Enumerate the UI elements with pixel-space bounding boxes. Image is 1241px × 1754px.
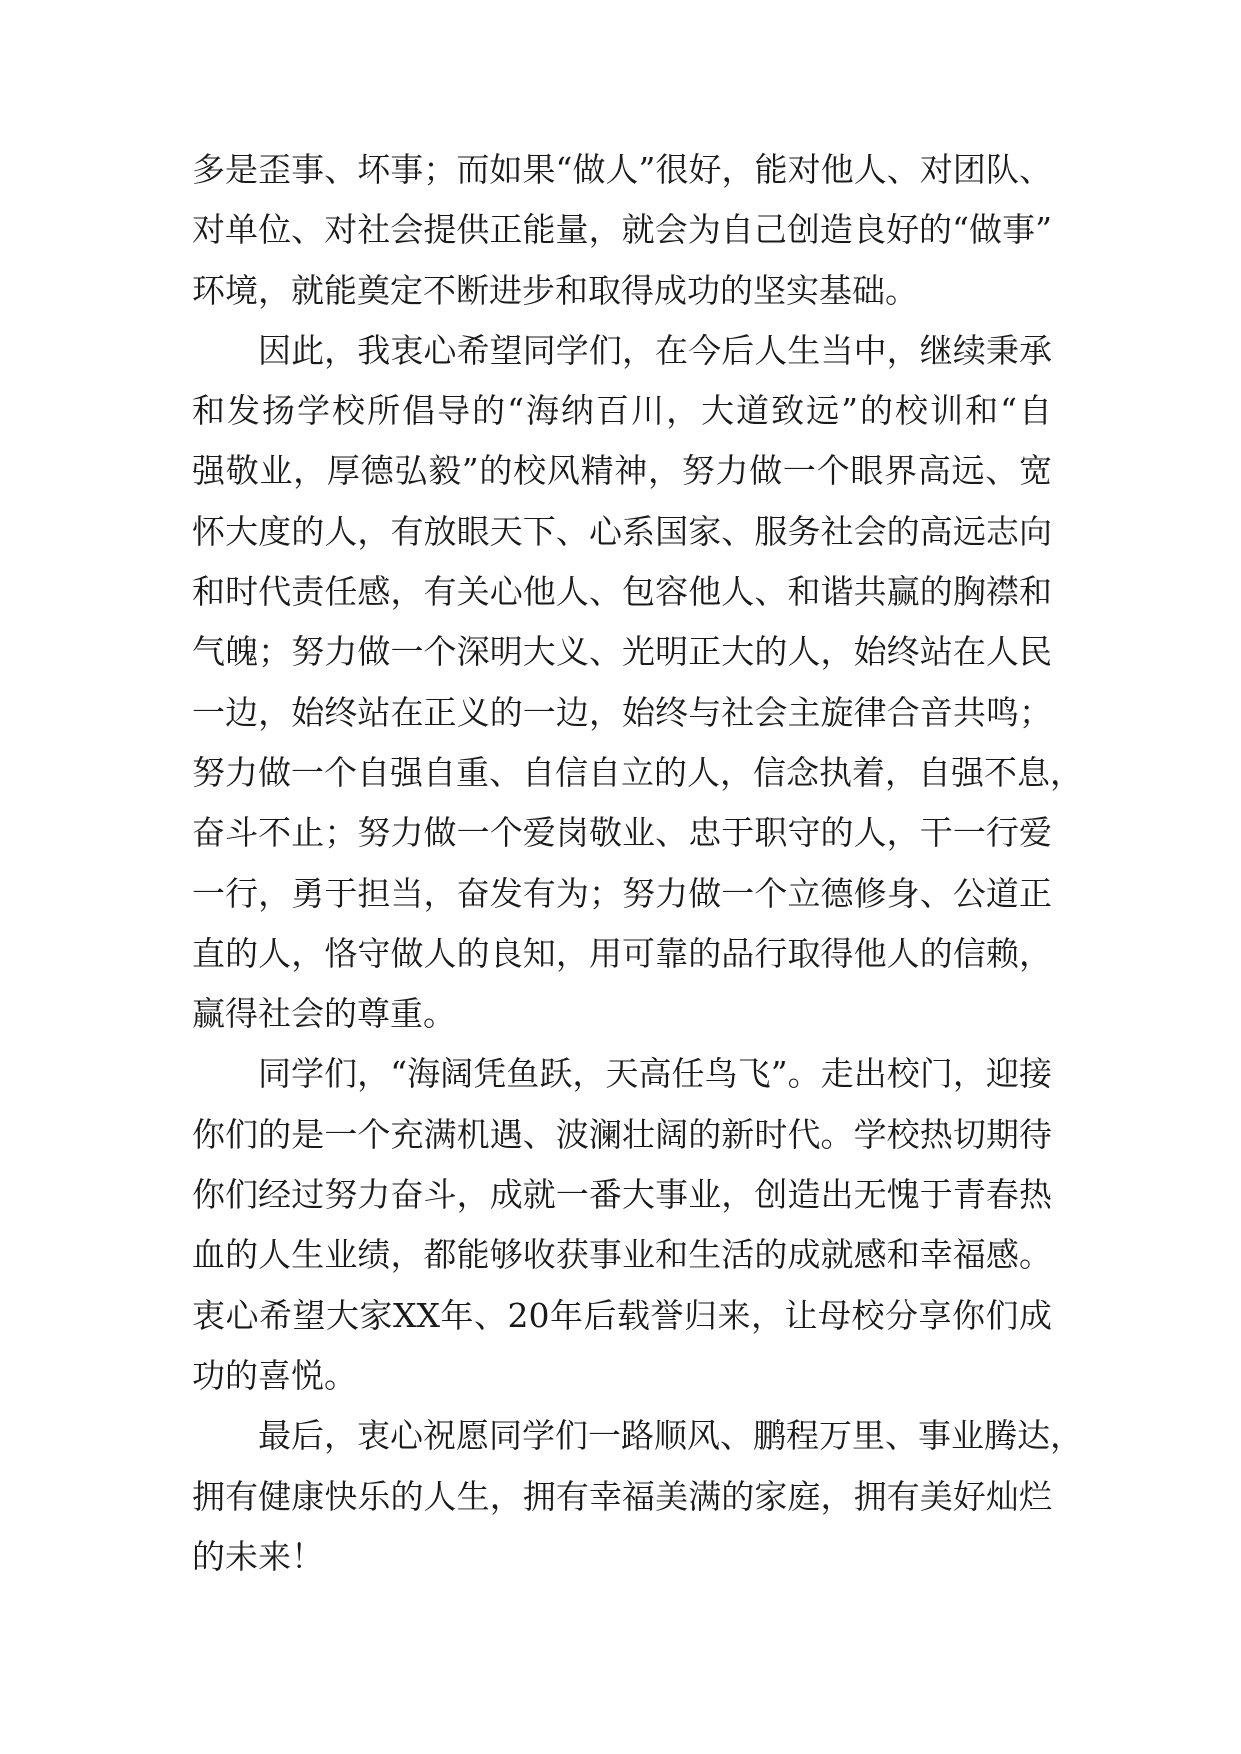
text-line: 奋斗不止；努力做一个爱岗敬业、忠于职守的人，干一行爱 bbox=[192, 813, 1052, 853]
text-line: 努力做一个自强自重、自信自立的人，信念执着，自强不息， bbox=[192, 752, 1083, 792]
paragraph-3 bbox=[192, 1044, 1052, 1406]
text-line: 直的人，恪守做人的良知，用可靠的品行取得他人的信赖， bbox=[192, 933, 1052, 973]
text-line: 拥有健康快乐的人生，拥有幸福美满的家庭，拥有美好灿烂 bbox=[192, 1476, 1052, 1516]
text-line: 对单位、对社会提供正能量，就会为自己创造良好的“做事” bbox=[192, 210, 1052, 250]
text-line: 一边，始终站在正义的一边，始终与社会主旋律合音共鸣； bbox=[192, 692, 1052, 732]
text-line: 因此，我衷心希望同学们，在今后人生当中，继续秉承 bbox=[258, 330, 1052, 370]
text-line: 气魄；努力做一个深明大义、光明正大的人，始终站在人民 bbox=[192, 632, 1052, 672]
text-line: 怀大度的人，有放眼天下、心系国家、服务社会的高远志向 bbox=[192, 511, 1052, 551]
text-line: 环境，就能奠定不断进步和取得成功的坚实基础。 bbox=[192, 270, 918, 310]
paragraph-2 bbox=[192, 321, 1083, 1045]
text-line: 你们经过努力奋斗，成就一番大事业，创造出无愧于青春热 bbox=[192, 1175, 1052, 1215]
document-body bbox=[192, 140, 1083, 1587]
text-line: 功的喜悦。 bbox=[192, 1355, 357, 1395]
text-line: 和发扬学校所倡导的“海纳百川，大道致远”的校训和“自 bbox=[192, 391, 1052, 431]
text-line: 多是歪事、坏事；而如果“做人”很好，能对他人、对团队、 bbox=[192, 150, 1052, 189]
paragraph-1 bbox=[192, 140, 1052, 321]
text-line: 同学们，“海阔凭鱼跃，天高任鸟飞”。走出校门，迎接 bbox=[258, 1054, 1052, 1094]
text-line: 你们的是一个充满机遇、波澜壮阔的新时代。学校热切期待 bbox=[192, 1114, 1052, 1154]
text-line: 和时代责任感，有关心他人、包容他人、和谐共赢的胸襟和 bbox=[192, 572, 1052, 612]
text-line: 强敬业，厚德弘毅”的校风精神，努力做一个眼界高远、宽 bbox=[192, 451, 1052, 491]
text-line: 赢得社会的尊重。 bbox=[192, 994, 456, 1034]
text-line: 血的人生业绩，都能够收获事业和生活的成就感和幸福感。 bbox=[192, 1235, 1052, 1275]
text-line: 的未来！ bbox=[192, 1536, 324, 1576]
text-line: 最后，衷心祝愿同学们一路顺风、鹏程万里、事业腾达， bbox=[258, 1416, 1083, 1456]
paragraph-4 bbox=[192, 1406, 1083, 1587]
text-line: 衷心希望大家XX年、20年后载誉归来，让母校分享你们成 bbox=[192, 1295, 1052, 1335]
text-line: 一行，勇于担当，奋发有为；努力做一个立德修身、公道正 bbox=[192, 873, 1052, 913]
